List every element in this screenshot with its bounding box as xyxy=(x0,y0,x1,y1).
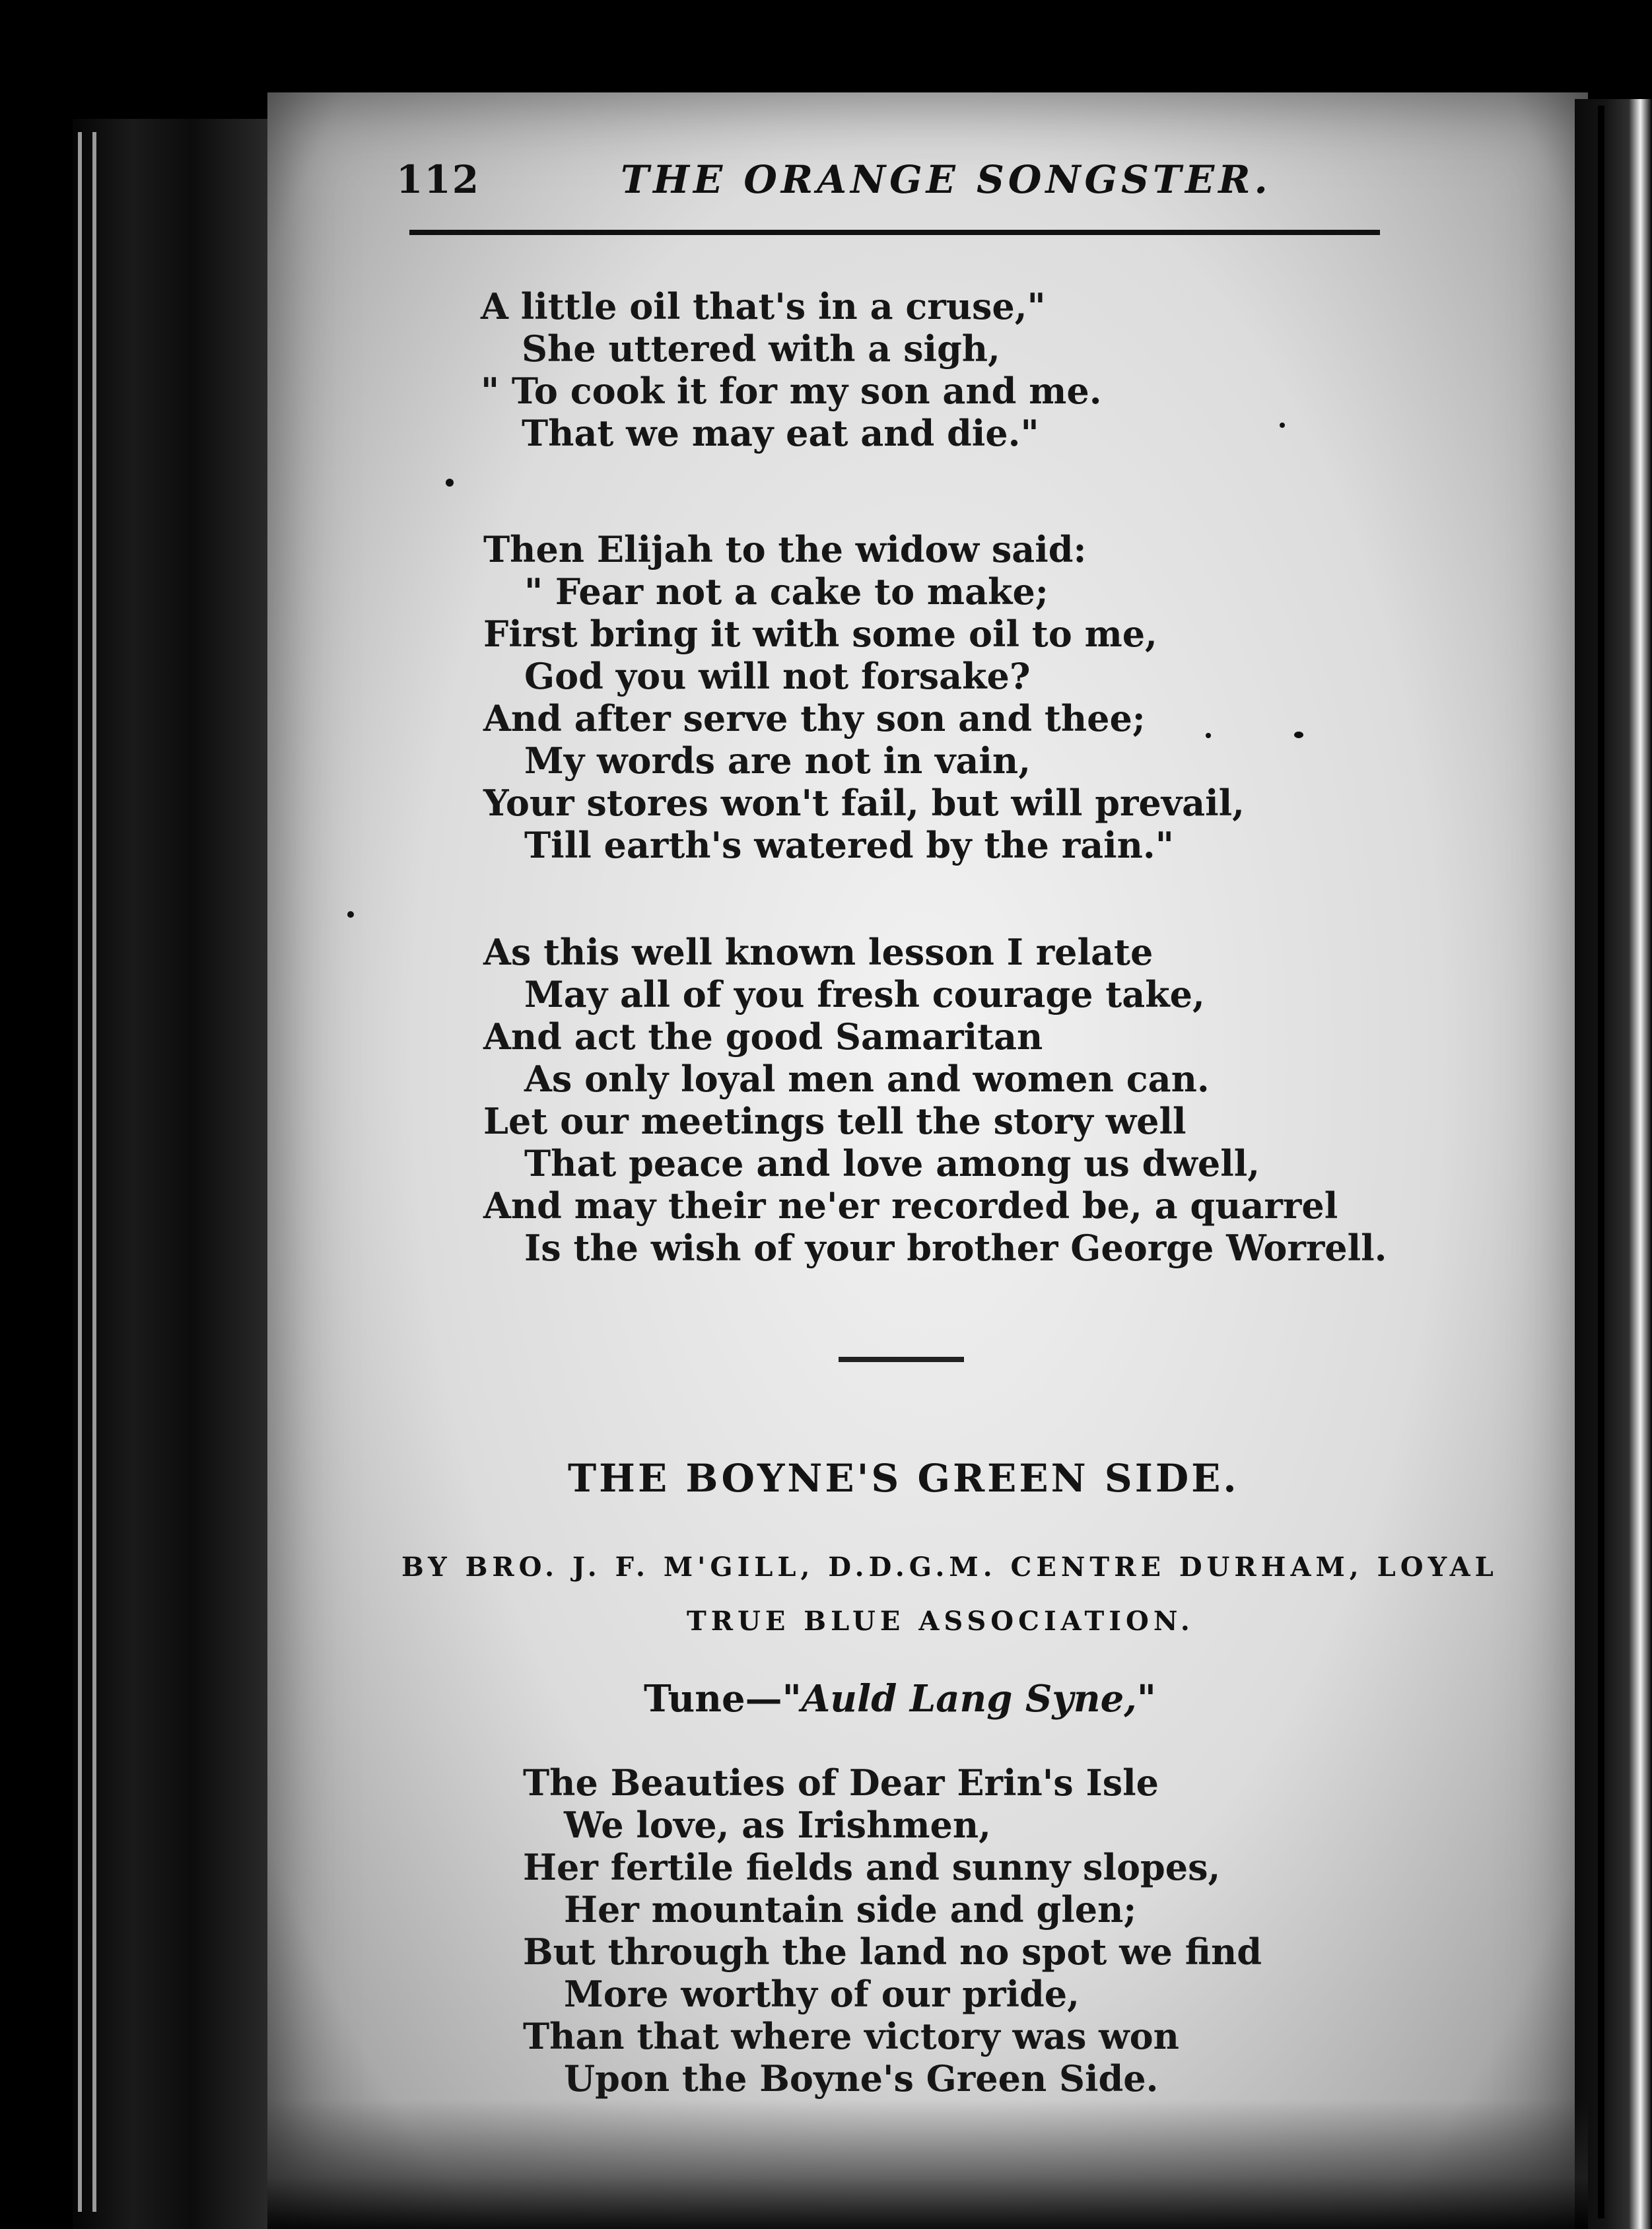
poem-line: That peace and love among us dwell, xyxy=(524,1142,1260,1184)
poem-line: My words are not in vain, xyxy=(524,739,1031,782)
tune-name: Auld Lang Syne, xyxy=(801,1677,1137,1721)
scan-speck xyxy=(1294,732,1303,738)
binding-edge-line xyxy=(78,132,82,2212)
song-byline-continued: TRUE BLUE ASSOCIATION. xyxy=(687,1606,1194,1637)
poem-line: A little oil that's in a cruse," xyxy=(481,285,1046,327)
tune-line xyxy=(644,1677,1156,1721)
poem-line: " Fear not a cake to make; xyxy=(524,570,1049,613)
page-gutter-line xyxy=(1598,106,1604,2218)
song-title: THE BOYNE'S GREEN SIDE. xyxy=(568,1456,1239,1501)
page-header xyxy=(396,157,1387,210)
poem-line: We love, as Irishmen, xyxy=(564,1804,991,1846)
poem-line: And after serve thy son and thee; xyxy=(483,697,1146,739)
poem-line: First bring it with some oil to me, xyxy=(483,613,1157,655)
poem-line: Your stores won't fail, but will prevail, xyxy=(483,782,1245,824)
poem-line: " To cook it for my son and me. xyxy=(481,370,1102,412)
poem-line: Let our meetings tell the story well xyxy=(483,1100,1187,1142)
poem-line: And act the good Samaritan xyxy=(483,1015,1043,1058)
binding-edge-line xyxy=(92,132,96,2212)
book-binding xyxy=(73,119,271,2229)
tune-prefix: Tune—" xyxy=(644,1677,802,1721)
poem-line: She uttered with a sigh, xyxy=(522,327,1000,370)
poem-line: Is the wish of your brother George Worrell. xyxy=(524,1227,1387,1269)
poem-line: Upon the Boyne's Green Side. xyxy=(564,2057,1159,2100)
stanza-1 xyxy=(481,285,1102,454)
scan-speck xyxy=(347,911,354,918)
tune-suffix: " xyxy=(1136,1677,1156,1721)
section-divider xyxy=(839,1357,964,1362)
stanza-2 xyxy=(483,528,1245,866)
stanza-3 xyxy=(483,931,1387,1269)
header-rule xyxy=(409,230,1380,235)
running-head: THE ORANGE SONGSTER. xyxy=(621,157,1272,202)
scan-speck xyxy=(446,479,454,487)
poem-line: As only loyal men and women can. xyxy=(524,1058,1210,1100)
song-byline: BY BRO. J. F. M'GILL, D.D.G.M. CENTRE DURHAM, LOYAL xyxy=(401,1552,1498,1583)
page-bottom-shadow xyxy=(267,2100,1588,2229)
page-number: 112 xyxy=(396,157,481,202)
poem-line: That we may eat and die." xyxy=(522,412,1039,454)
stanza-4 xyxy=(523,1762,1262,2100)
poem-line: Then Elijah to the widow said: xyxy=(483,528,1087,570)
page-right-edge xyxy=(1575,99,1652,2229)
poem-line: Her mountain side and glen; xyxy=(564,1888,1137,1931)
scan-speck xyxy=(1206,733,1211,738)
poem-line: As this well known lesson I relate xyxy=(483,931,1153,973)
poem-line: Till earth's watered by the rain." xyxy=(524,824,1174,866)
scan-speck xyxy=(1280,423,1285,428)
poem-line: And may their ne'er recorded be, a quarrel xyxy=(483,1184,1338,1227)
poem-line: More worthy of our pride, xyxy=(564,1973,1080,2015)
poem-line: Than that where victory was won xyxy=(523,2015,1179,2057)
poem-line: God you will not forsake? xyxy=(524,655,1031,697)
poem-line: But through the land no spot we find xyxy=(523,1931,1262,1973)
poem-line: Her fertile fields and sunny slopes, xyxy=(523,1846,1221,1888)
poem-line: The Beauties of Dear Erin's Isle xyxy=(523,1762,1159,1804)
poem-line: May all of you fresh courage take, xyxy=(524,973,1205,1015)
